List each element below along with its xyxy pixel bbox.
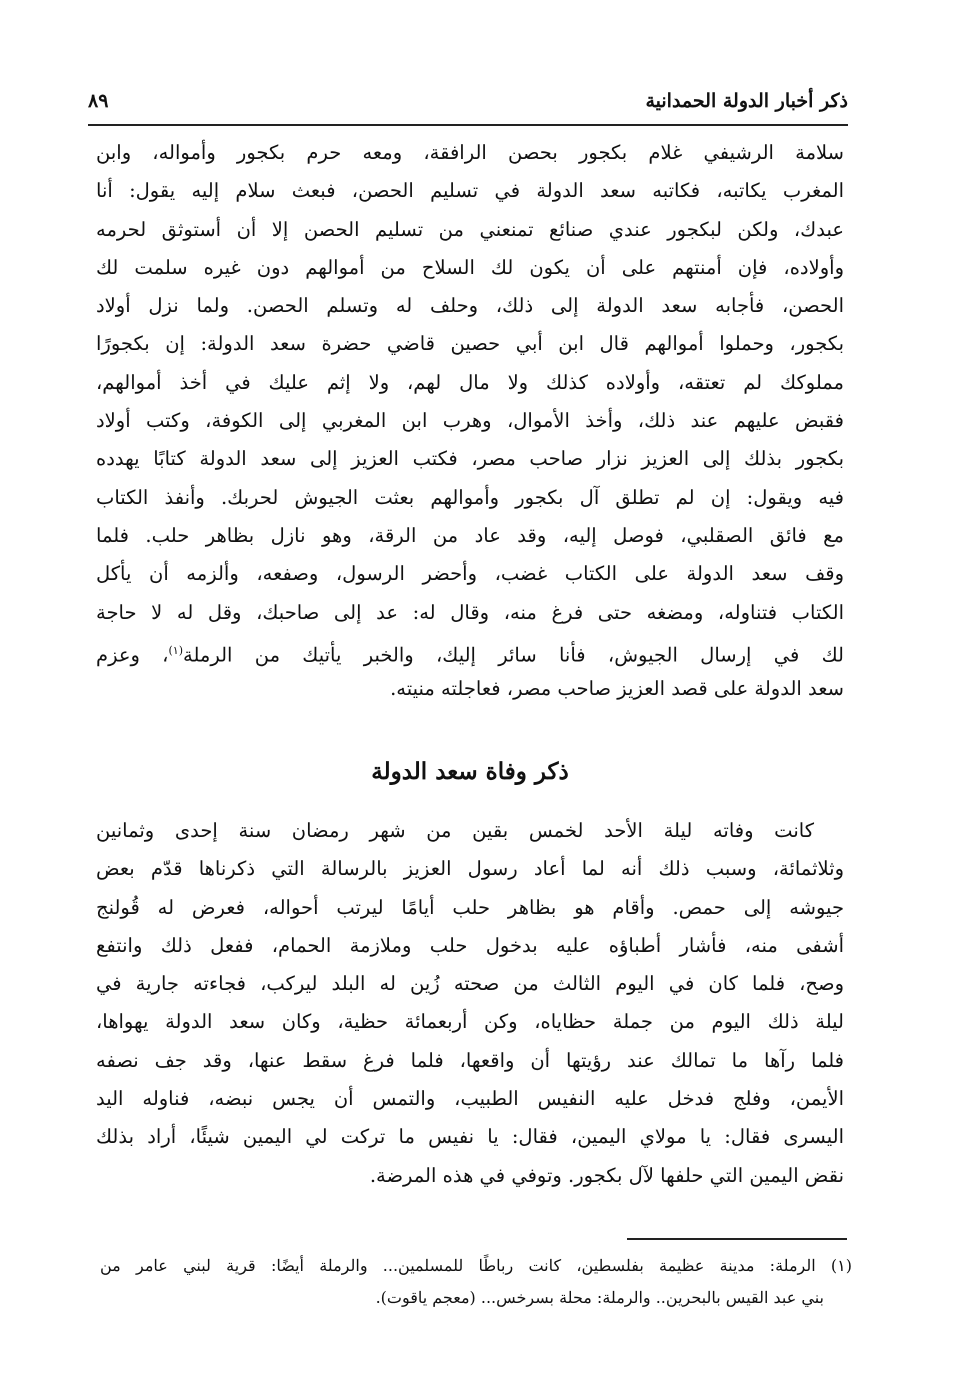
footnotes [100, 1250, 852, 1314]
text-line: بكجور، وحملوا أموالهم قال ابن أبي حصين قاضي حضرة سعد الدولة: إن بكجورًا [96, 332, 844, 356]
text-line: عبدك، ولكن لبكجور عندي صنائع تمنعني من تسليم الحصن إلا أن أستوثق لحرمه [96, 217, 844, 241]
text-line: وصح، فلما كان في اليوم الثالث من صحته زُين له البلد ليركب، فجاءته جارية في [96, 972, 844, 996]
text-line: اليسرى فقال: يا مولاي اليمين، فقال: يا نفيس ما تركت لي اليمين شيئًا، أراد بذلك [96, 1125, 844, 1149]
text-line: مع فائق الصقلبي، فوصل إليه، وقد عاد من الرقة، وهو نازل بظاهر حلب. فلما [96, 523, 844, 547]
text-line: فلما رآها ما تمالك عند رؤيتها أن واقعها، فلما فرغ سقط عنها، وقد جف نصفه [96, 1048, 844, 1072]
text-segment: ، وعزم [96, 643, 169, 667]
text-line: سلامة الرشيفي غلام بكجور بحصن الرافقة، ومعه حرم بكجور وأمواله، وابن [96, 141, 844, 164]
text-segment: لك في إرسال الجيوش، فأنا سائر إليك، والخبر يأتيك من الرملة [182, 643, 844, 667]
text-line-with-footnote [96, 632, 844, 670]
footnote-divider [627, 1238, 847, 1240]
running-title: ذكر أخبار الدولة الحمدانية [645, 90, 848, 112]
text-line-last: نقض اليمين التي حلفها لآل بكجور. وتوفي في هذه المرضة. [369, 1163, 844, 1187]
text-line: الحصن، فأجابه سعد الدولة إلى ذلك، وحلف له وتسلم الحصن. ولما نزل أولاد [96, 294, 844, 318]
text-line: فقبض عليهم عند ذلك، وأخذ الأموال، وهرب ابن المغربي إلى الكوفة، وكتب أولاد [96, 409, 844, 433]
page-header [88, 84, 848, 126]
text-line: جيوشه إلى حمص. وأقام هو بظاهر حلب أيامًا ليرتب أحواله، فعرض له قُولنج [96, 895, 844, 919]
page-number: ٨٩ [88, 90, 109, 112]
text-line: فيه ويقول: إن لم تطلق آل بكجور وأموالهم بعثت الجيوش لحربك. وأنفذ الكتاب [96, 485, 844, 509]
text-line-indented: كانت وفاته ليلة الأحد لخمس بقين من شهر رمضان سنة إحدى وثمانين [96, 819, 814, 842]
footnote-line: بني عبد القيس بالبحرين.. والرملة: محلة بسرخس... (معجم ياقوت). [375, 1288, 824, 1307]
footnote-marker[interactable]: (١) [168, 643, 183, 657]
text-line: أشفى منه، فأشار أطباؤه عليه بدخول حلب وملازمة الحمام، ففعل ذلك وانتفع [96, 933, 844, 957]
text-line: بكجور بذلك إلى العزيز نزار صاحب مصر، فكتب العزيز إلى سعد الدولة كتابًا يهدده [96, 447, 844, 471]
footnote-line: (١) الرملة: مدينة عظيمة بفلسطين، كانت رباطًا للمسلمين... والرملة أيضًا: قرية لبني عامر من [100, 1256, 852, 1275]
text-line: وأولاده، فإن أمنتهم على أن يكون لك السلاح من أموالهم دون غيره سلمت لك [96, 255, 844, 279]
section-heading: ذكر وفاة سعد الدولة [371, 758, 569, 785]
text-line: الكتاب فتناوله، ومضغه حتى فرغ منه، وقال له: عد إلى صاحبك، وقل له لا حاجة [96, 600, 844, 624]
body-text-section-2 [96, 812, 844, 1195]
body-text-section-1 [96, 134, 844, 708]
text-line: مملوكك لم تعتقه، وأولاده كذلك ولا مال لهم، ولا إثم عليك في أخذ أموالهم، [96, 370, 844, 394]
text-line: الأيمن، وفلج فدخل عليه النفيس الطبيب، والتمس أن يجس نبضه، فناوله اليد [96, 1087, 844, 1111]
text-line: وقف سعد الدولة على الكتاب غضب، وأحضر الرسول، وصفعه، وألزمه أن يأكل [96, 562, 844, 586]
text-line: ليلة ذلك اليوم من جملة حظاياه، وكن أربعمائة حظية، وكان سعد الدولة يهواها، [96, 1010, 844, 1034]
text-line-last: سعد الدولة على قصد العزيز صاحب مصر، فعاجلته منيته. [390, 677, 844, 701]
text-line: وثلاثمائة، وسبب ذلك أنه لما أعاد رسول العزيز بالرسالة التي ذكرناها قدّم بعض [96, 857, 844, 881]
text-line: المغرب يكاتبه، فكاتبه سعد الدولة في تسليم الحصن، فبعث سلام إليه يقول: أنا [96, 179, 844, 203]
